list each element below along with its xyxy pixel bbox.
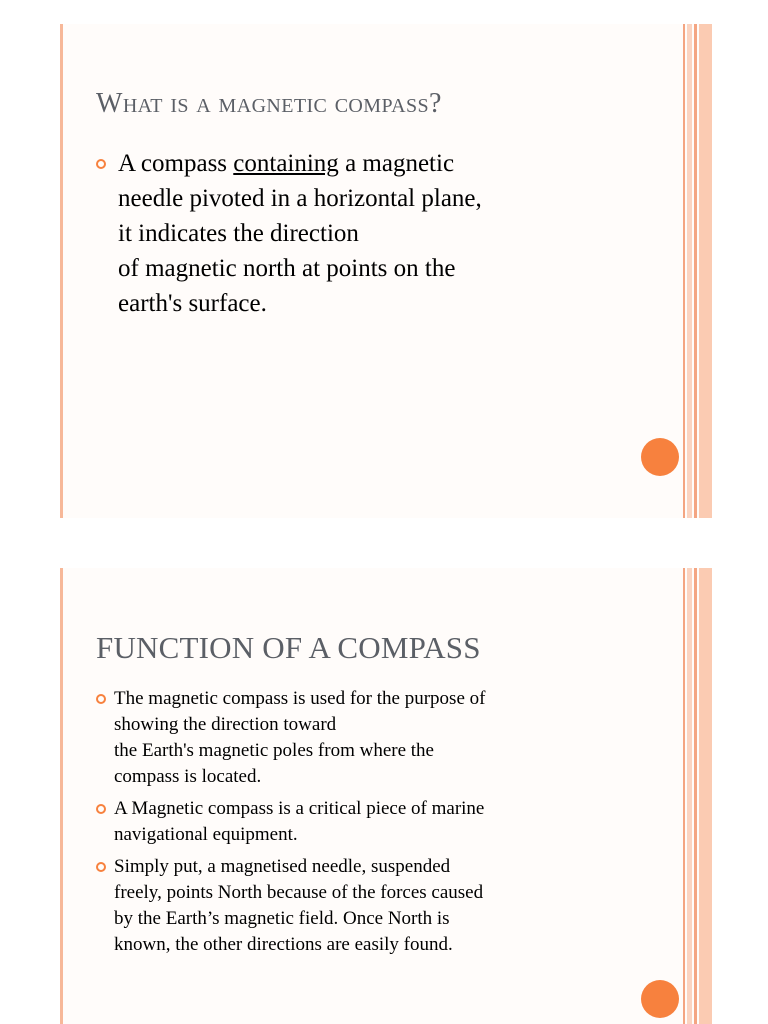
bullet-line: the Earth's magnetic poles from where the: [114, 740, 434, 761]
bullet-line: a magnetic: [338, 150, 455, 177]
bullet-line: compass is located.: [114, 766, 262, 787]
bullet-line: earth's surface.: [118, 290, 267, 317]
bullet-line: it indicates the direction: [118, 220, 359, 247]
bullet-line: of magnetic north at points on the: [118, 255, 456, 282]
bullet-list: [96, 146, 656, 321]
slide-title: FUNCTION OF A COMPASS: [96, 630, 481, 665]
right-stripe: [699, 568, 712, 1024]
bullet-circle-icon: [96, 804, 106, 814]
slide-2: [60, 568, 712, 1024]
bullet-item: [96, 796, 656, 848]
bullet-text-prefix: A compass: [118, 150, 234, 177]
bullet-line: A Magnetic compass is a critical piece of marine: [114, 798, 485, 819]
right-stripe: [694, 568, 697, 1024]
bullet-line: navigational equipment.: [114, 824, 298, 845]
slide-title: What is a magnetic compass?: [96, 88, 442, 119]
bullet-line: by the Earth’s magnetic field. Once North is: [114, 908, 450, 929]
bullet-item: [96, 686, 656, 790]
bullet-list: [96, 686, 656, 964]
bullet-circle-icon: [96, 862, 106, 872]
bullet-text: [114, 146, 656, 321]
bullet-circle-icon: [96, 694, 106, 704]
bullet-line: freely, points North because of the forces caused: [114, 882, 484, 903]
underlined-word: containing: [233, 150, 339, 177]
bullet-line: showing the direction toward: [114, 714, 337, 735]
bullet-item: [96, 146, 656, 321]
right-stripe: [687, 24, 692, 518]
orange-dot-decoration: [641, 438, 679, 476]
bullet-line: Simply put, a magnetised needle, suspended: [114, 856, 451, 877]
right-stripe: [683, 24, 685, 518]
right-stripe: [694, 24, 697, 518]
left-border-line: [60, 24, 63, 518]
bullet-line: known, the other directions are easily found.: [114, 934, 453, 955]
right-stripe: [687, 568, 692, 1024]
slide-1: [60, 24, 712, 518]
orange-dot-decoration: [641, 980, 679, 1018]
left-border-line: [60, 568, 63, 1024]
right-stripe: [683, 568, 685, 1024]
right-stripe: [699, 24, 712, 518]
bullet-circle-icon: [96, 159, 106, 169]
bullet-item: [96, 854, 656, 958]
bullet-line: The magnetic compass is used for the purpose of: [114, 688, 486, 709]
bullet-line: needle pivoted in a horizontal plane,: [118, 185, 482, 212]
